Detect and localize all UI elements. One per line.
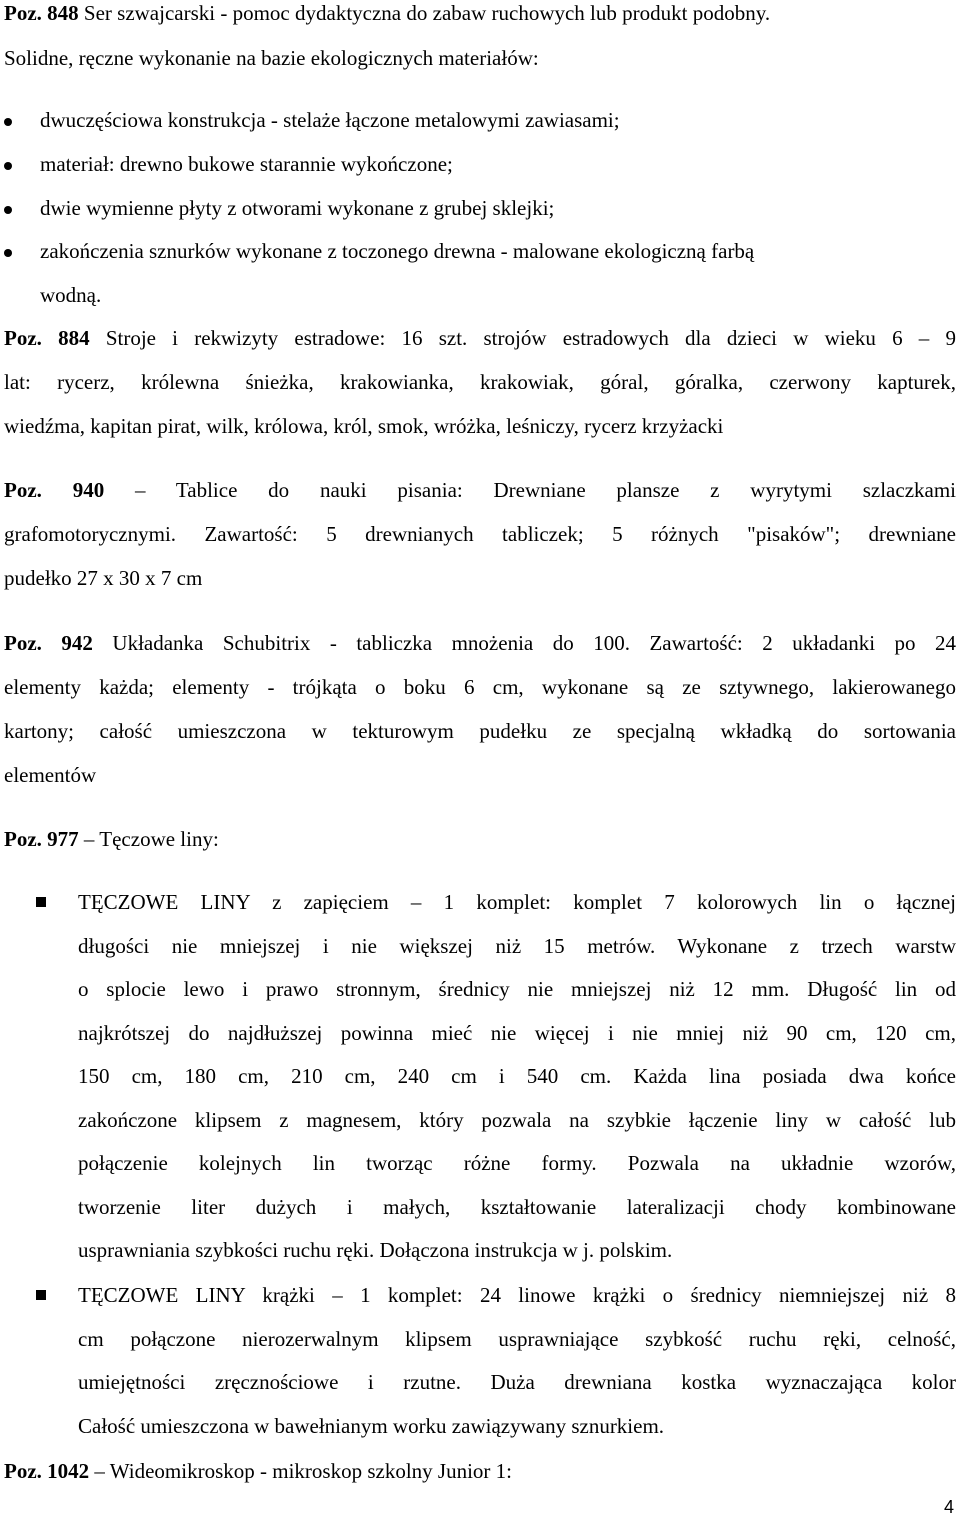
list-item-text-line: 150 cm, 180 cm, 210 cm, 240 cm i 540 cm. Każda lina posiada dwa końce bbox=[78, 1064, 956, 1088]
page-number: 4 bbox=[943, 1497, 954, 1517]
list-item-text-line: najkrótszej do najdłuższej powinna mieć nie więcej i nie mniej niż 90 cm, 120 cm, bbox=[78, 1020, 956, 1045]
section-heading bbox=[4, 479, 956, 501]
section-text-line: lat: rycerz, królewna śnieżka, krakowianka, krakowiak, góral, góralka, czerwony kapturek, bbox=[4, 370, 956, 394]
section-text-line: wiedźma, kapitan pirat, wilk, królowa, król, smok, wróżka, leśniczy, rycerz krzyżacki bbox=[4, 414, 724, 438]
list-item-text-line: o splocie lewo i prawo stronnym, średnicy nie mniejszej niż 12 mm. Długość lin od bbox=[78, 977, 956, 1001]
list-item-text-line: tworzenie liter dużych i małych, kształtowanie lateralizacji chody kombinowane bbox=[78, 1194, 956, 1219]
section-text-line: elementów bbox=[4, 763, 97, 787]
section-poz-1042 bbox=[4, 1460, 956, 1482]
poz-number: 884 bbox=[58, 326, 90, 350]
list-item-text: dwie wymienne płyty z otworami wykonane z grubej sklejki; bbox=[40, 196, 555, 220]
section-title: Ser szwajcarski - pomoc dydaktyczna do zabaw ruchowych lub produkt podobny. bbox=[83, 1, 771, 25]
section-text-line: Solidne, ręczne wykonanie na bazie ekologicznych materiałów: bbox=[4, 46, 539, 70]
section-title: Układanka Schubitrix - tabliczka mnożenia do 100. Zawartość: 2 układanki po 24 bbox=[112, 631, 957, 655]
section-text-line: pudełko 27 x 30 x 7 cm bbox=[4, 566, 203, 590]
square-bullet-icon bbox=[36, 897, 46, 907]
section-title: – Tęczowe liny: bbox=[83, 827, 219, 851]
section-poz-848 bbox=[4, 2, 956, 69]
list-item-text: zakończenia sznurków wykonane z toczonego drewna - malowane ekologiczną farbą bbox=[40, 239, 755, 263]
section-heading bbox=[4, 1460, 956, 1482]
section-text-line: elementy każda; elementy - trójkąta o boku 6 cm, wykonane są ze sztywnego, lakierowanego bbox=[4, 675, 956, 699]
poz-label: Poz. bbox=[4, 827, 42, 851]
poz-number: 848 bbox=[47, 1, 79, 25]
bullet-icon bbox=[4, 249, 12, 257]
section-text-line: kartony; całość umieszczona w tekturowym pudełku ze specjalną wkładką do sortowania bbox=[4, 719, 956, 743]
list-item-text-line: TĘCZOWE LINY krążki – 1 komplet: 24 linowe krążki o średnicy niemniejszej niż 8 bbox=[78, 1283, 956, 1307]
section-heading bbox=[4, 327, 956, 349]
list-item bbox=[78, 891, 956, 1261]
section-poz-940 bbox=[4, 479, 956, 589]
section-poz-942 bbox=[4, 632, 956, 786]
list-item-text-line: zakończone klipsem z magnesem, który pozwala na szybkie łączenie liny w całość lub bbox=[78, 1107, 956, 1132]
list-item-text-line: umiejętności zręcznościowe i rzutne. Duża drewniana kostka wyznaczająca kolor bbox=[78, 1370, 956, 1394]
list-item-text: wodną. bbox=[40, 283, 102, 307]
poz-label: Poz. bbox=[4, 478, 42, 502]
list-item-text-line: TĘCZOWE LINY z zapięciem – 1 komplet: komplet 7 kolorowych lin o łącznej bbox=[78, 890, 956, 914]
section-title: – Tablice do nauki pisania: Drewniane plansze z wyrytymi szlaczkami bbox=[135, 478, 957, 502]
list-item-text-line: cm połączone nierozerwalnym klipsem usprawniające szybkość ruchu ręki, celność, bbox=[78, 1326, 956, 1351]
section-heading bbox=[4, 2, 956, 24]
square-bullet-icon bbox=[36, 1290, 46, 1300]
section-title: – Wideomikroskop - mikroskop szkolny Junior 1: bbox=[94, 1459, 512, 1483]
poz-label: Poz. bbox=[4, 326, 42, 350]
section-heading bbox=[4, 828, 956, 850]
section-heading bbox=[4, 632, 956, 654]
bullet-icon bbox=[4, 118, 12, 126]
list-item bbox=[78, 1284, 956, 1437]
list-item-text-line: długości nie mniejszej i nie większej niż 15 metrów. Wykonane z trzech warstw bbox=[78, 933, 956, 958]
poz-number: 977 bbox=[47, 827, 79, 851]
list-item-text-line: usprawniania szybkości ruchu ręki. Dołączona instrukcja w j. polskim. bbox=[78, 1238, 673, 1262]
poz-label: Poz. bbox=[4, 631, 42, 655]
poz-label: Poz. bbox=[4, 1459, 42, 1483]
bullet-icon bbox=[4, 206, 12, 214]
list-item-text: materiał: drewno bukowe starannie wykończone; bbox=[40, 152, 453, 176]
list-item-text-line: połączenie kolejnych lin tworząc różne formy. Pozwala na układnie wzorów, bbox=[78, 1151, 956, 1175]
section-text-line: grafomotorycznymi. Zawartość: 5 drewnianych tabliczek; 5 różnych "pisaków"; drewniane bbox=[4, 522, 956, 546]
poz-number: 942 bbox=[61, 631, 93, 655]
bullet-icon bbox=[4, 162, 12, 170]
poz-label: Poz. bbox=[4, 1, 42, 25]
list-item-text-line: Całość umieszczona w bawełnianym worku zawiązywany sznurkiem. bbox=[78, 1413, 665, 1438]
list-item-text: dwuczęściowa konstrukcja - stelaże łączone metalowymi zawiasami; bbox=[40, 108, 620, 132]
poz-number: 940 bbox=[72, 478, 105, 502]
section-poz-977 bbox=[4, 828, 956, 850]
section-title: Stroje i rekwizyty estradowe: 16 szt. strojów estradowych dla dzieci w wieku 6 – 9 bbox=[105, 326, 956, 350]
section-poz-884 bbox=[4, 327, 956, 437]
poz-number: 1042 bbox=[47, 1459, 90, 1483]
